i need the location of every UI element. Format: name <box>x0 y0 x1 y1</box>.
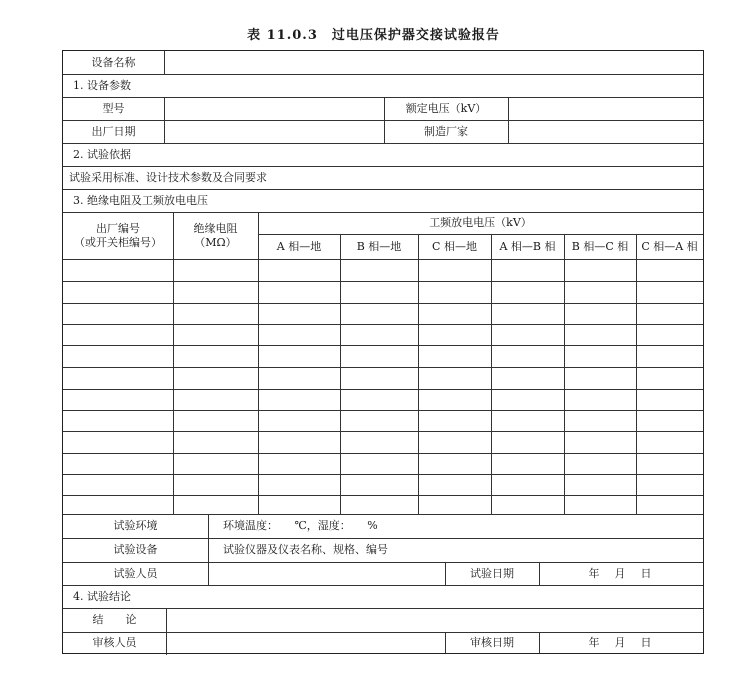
test-date-label: 试验日期 <box>470 566 514 580</box>
col-serial-line1: 出厂编号 <box>96 221 140 235</box>
table-row[interactable] <box>63 474 703 495</box>
section4-heading: 4. 试验结论 <box>73 589 131 603</box>
col-header-a-b: A 相—B 相 <box>499 239 556 253</box>
col-insulation-line2: （MΩ） <box>194 235 237 249</box>
table-row[interactable] <box>63 281 703 302</box>
equipment-field[interactable]: 试验仪器及仪表名称、规格、编号 <box>223 543 388 556</box>
col-header-b-c: B 相—C 相 <box>571 239 629 253</box>
table-row[interactable] <box>63 431 703 452</box>
col-header-c-ground: C 相—地 <box>432 239 477 253</box>
manufacture-date-field[interactable] <box>165 120 384 143</box>
environment-field[interactable]: 环境温度： ℃，湿度： % <box>223 519 378 532</box>
manufacturer-label: 制造厂家 <box>424 124 468 138</box>
test-date-field[interactable]: 年 月 日 <box>588 566 654 580</box>
col-header-a-ground: A 相—地 <box>276 239 322 253</box>
section2-heading: 2. 试验依据 <box>73 147 131 161</box>
model-field[interactable] <box>165 97 384 120</box>
col-header-serial <box>63 212 173 259</box>
conclusion-field[interactable] <box>167 608 703 632</box>
device-name-field[interactable] <box>165 51 703 74</box>
rated-voltage-label: 额定电压（kV） <box>405 101 487 115</box>
review-date-label: 审核日期 <box>470 635 514 649</box>
col-header-c-a: C 相—A 相 <box>641 239 698 253</box>
model-label: 型号 <box>102 101 125 115</box>
col-header-b-ground: B 相—地 <box>356 239 402 253</box>
rated-voltage-field[interactable] <box>509 97 703 120</box>
table-row[interactable] <box>63 453 703 474</box>
table-row[interactable] <box>63 495 703 514</box>
environment-label: 试验环境 <box>113 519 158 532</box>
section3-heading: 3. 绝缘电阻及工频放电电压 <box>73 193 208 207</box>
table-row[interactable] <box>63 367 703 388</box>
table-row[interactable] <box>63 345 703 366</box>
conclusion-label: 结 论 <box>92 613 137 626</box>
report-form <box>62 50 704 654</box>
col-header-insulation <box>173 212 258 259</box>
table-row[interactable] <box>63 389 703 410</box>
reviewer-label: 审核人员 <box>92 635 137 649</box>
equipment-label: 试验设备 <box>113 543 158 556</box>
device-name-label: 设备名称 <box>91 55 136 69</box>
col-group-discharge-voltage: 工频放电电压（kV） <box>429 216 532 229</box>
section1-heading: 1. 设备参数 <box>73 78 131 92</box>
reviewer-field[interactable] <box>167 632 445 653</box>
review-date-field[interactable]: 年 月 日 <box>588 635 654 649</box>
personnel-field[interactable] <box>209 562 445 585</box>
table-row[interactable] <box>63 303 703 324</box>
table-row[interactable] <box>63 410 703 431</box>
table-row[interactable] <box>63 259 703 280</box>
manufacturer-field[interactable] <box>509 120 703 143</box>
test-basis-text: 试验采用标准、设计技术参数及合同要求 <box>69 170 267 184</box>
manufacture-date-label: 出厂日期 <box>91 124 136 138</box>
col-insulation-line1: 绝缘电阻 <box>193 221 238 235</box>
table-row[interactable] <box>63 324 703 345</box>
personnel-label: 试验人员 <box>113 566 158 580</box>
table-number: 表 11.0.3 <box>247 28 318 43</box>
document-title <box>0 24 747 43</box>
col-serial-line2: （或开关柜编号） <box>74 235 162 249</box>
table-title: 过电压保护器交接试验报告 <box>331 28 500 43</box>
